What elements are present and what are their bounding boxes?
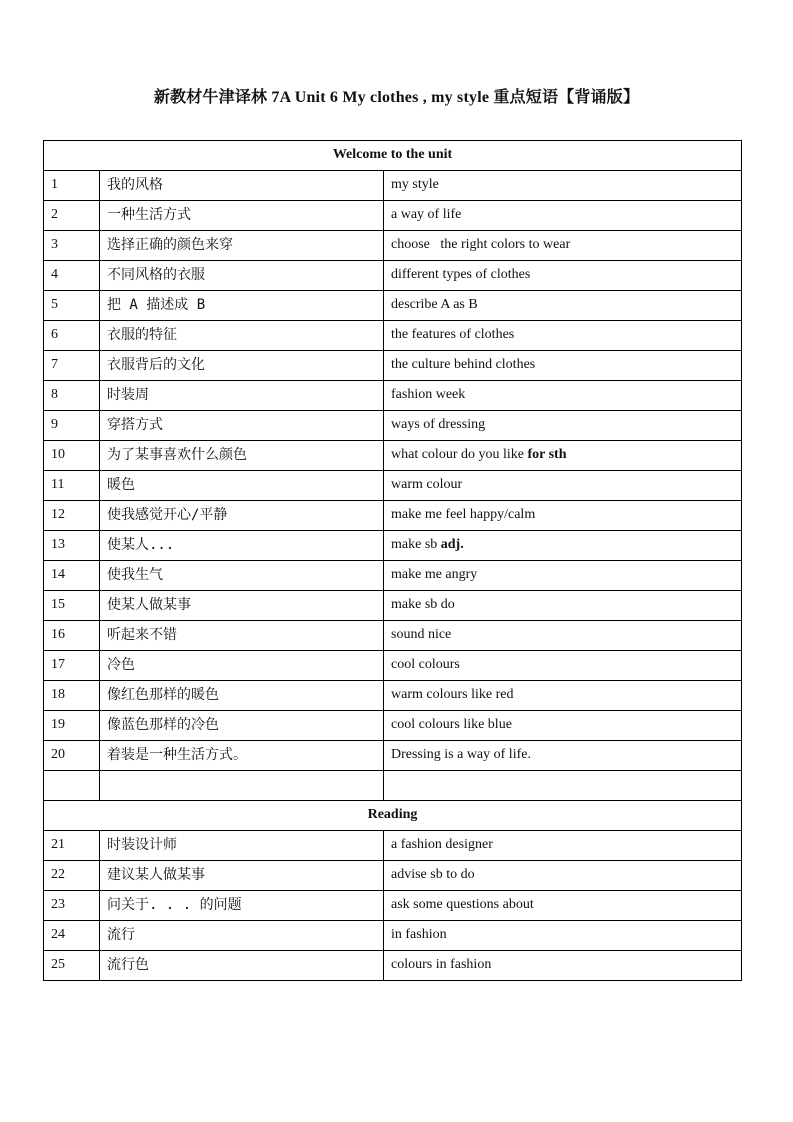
chinese-phrase: 像红色那样的暖色 [100,681,384,711]
table-row [44,741,742,771]
table-row [44,681,742,711]
row-number: 24 [44,921,100,951]
english-phrase-text: Dressing is a way of life. [391,747,531,762]
chinese-phrase: 把 A 描述成 B [100,291,384,321]
chinese-phrase: 听起来不错 [100,621,384,651]
table-row [44,261,742,291]
english-phrase-text: make sb [391,537,441,552]
english-phrase-text: choose the right colors to wear [391,237,571,252]
row-number [44,771,100,801]
chinese-phrase: 像蓝色那样的冷色 [100,711,384,741]
english-phrase-text: make sb do [391,597,455,612]
chinese-phrase: 流行 [100,921,384,951]
row-number: 3 [44,231,100,261]
table-row [44,651,742,681]
row-number: 11 [44,471,100,501]
table-row [44,951,742,981]
document-title: 新教材牛津译林 7A Unit 6 My clothes , my style 重点短语【背诵版】 [153,89,640,106]
section-heading: Welcome to the unit [44,141,742,171]
english-phrase-text: a fashion designer [391,837,493,852]
section-header-row [44,801,742,831]
english-phrase [384,321,742,351]
english-phrase [384,531,742,561]
table-row [44,921,742,951]
english-phrase [384,201,742,231]
english-phrase [384,711,742,741]
table-row [44,441,742,471]
row-number: 17 [44,651,100,681]
english-phrase-text: what colour do you like [391,447,528,462]
table-row [44,201,742,231]
table-row [44,381,742,411]
chinese-phrase: 一种生活方式 [100,201,384,231]
english-phrase-text: ways of dressing [391,417,486,432]
row-number: 14 [44,561,100,591]
chinese-phrase: 不同风格的衣服 [100,261,384,291]
english-phrase [384,501,742,531]
english-phrase-emphasis: adj. [440,537,464,552]
chinese-phrase: 衣服背后的文化 [100,351,384,381]
phrase-table [43,140,742,981]
english-phrase-text: warm colours like red [391,687,514,702]
english-phrase-emphasis: for sth [527,447,567,462]
chinese-phrase: 使某人做某事 [100,591,384,621]
table-row [44,501,742,531]
table-row [44,321,742,351]
table-row [44,711,742,741]
chinese-phrase: 问关于. . . 的问题 [100,891,384,921]
chinese-phrase: 暖色 [100,471,384,501]
english-phrase-text: the culture behind clothes [391,357,536,372]
english-phrase-text: make me angry [391,567,478,582]
english-phrase [384,771,742,801]
table-row [44,771,742,801]
english-phrase-text: cool colours like blue [391,717,512,732]
english-phrase [384,921,742,951]
english-phrase [384,291,742,321]
table-row [44,171,742,201]
row-number: 4 [44,261,100,291]
table-row [44,591,742,621]
chinese-phrase: 建议某人做某事 [100,861,384,891]
english-phrase [384,741,742,771]
table-row [44,831,742,861]
english-phrase-text: warm colour [391,477,463,492]
chinese-phrase: 流行色 [100,951,384,981]
english-phrase [384,831,742,861]
english-phrase-text: sound nice [391,627,452,642]
english-phrase-text: my style [391,177,439,192]
english-phrase-text: a way of life [391,207,462,222]
chinese-phrase: 冷色 [100,651,384,681]
english-phrase [384,621,742,651]
table-row [44,891,742,921]
row-number: 21 [44,831,100,861]
english-phrase [384,381,742,411]
english-phrase [384,411,742,441]
row-number: 9 [44,411,100,441]
row-number: 12 [44,501,100,531]
row-number: 15 [44,591,100,621]
english-phrase [384,591,742,621]
table-row [44,231,742,261]
english-phrase-text: colours in fashion [391,957,492,972]
chinese-phrase: 时装周 [100,381,384,411]
row-number: 22 [44,861,100,891]
english-phrase-text: the features of clothes [391,327,515,342]
table-row [44,351,742,381]
row-number: 25 [44,951,100,981]
table-row [44,291,742,321]
row-number: 6 [44,321,100,351]
english-phrase [384,891,742,921]
row-number: 23 [44,891,100,921]
english-phrase-text: describe A as B [391,297,478,312]
english-phrase [384,171,742,201]
english-phrase [384,351,742,381]
english-phrase [384,231,742,261]
chinese-phrase: 时装设计师 [100,831,384,861]
chinese-phrase: 使我生气 [100,561,384,591]
row-number: 2 [44,201,100,231]
chinese-phrase: 衣服的特征 [100,321,384,351]
chinese-phrase: 使我感觉开心/平静 [100,501,384,531]
row-number: 5 [44,291,100,321]
english-phrase-text: different types of clothes [391,267,531,282]
english-phrase [384,651,742,681]
table-row [44,531,742,561]
row-number: 1 [44,171,100,201]
chinese-phrase: 选择正确的颜色来穿 [100,231,384,261]
section-header-row [44,141,742,171]
chinese-phrase: 穿搭方式 [100,411,384,441]
chinese-phrase [100,771,384,801]
chinese-phrase: 为了某事喜欢什么颜色 [100,441,384,471]
english-phrase [384,861,742,891]
row-number: 19 [44,711,100,741]
english-phrase [384,681,742,711]
table-row [44,561,742,591]
english-phrase [384,951,742,981]
row-number: 20 [44,741,100,771]
section-heading: Reading [44,801,742,831]
row-number: 18 [44,681,100,711]
english-phrase-text: fashion week [391,387,466,402]
english-phrase-text: advise sb to do [391,867,475,882]
table-row [44,471,742,501]
english-phrase [384,441,742,471]
phrase-table-body [44,141,742,981]
english-phrase-text: make me feel happy/calm [391,507,536,522]
chinese-phrase: 使某人... [100,531,384,561]
table-row [44,621,742,651]
english-phrase-text: in fashion [391,927,447,942]
table-row [44,861,742,891]
row-number: 10 [44,441,100,471]
chinese-phrase: 着装是一种生活方式。 [100,741,384,771]
english-phrase [384,561,742,591]
row-number: 16 [44,621,100,651]
row-number: 7 [44,351,100,381]
english-phrase [384,261,742,291]
row-number: 13 [44,531,100,561]
chinese-phrase: 我的风格 [100,171,384,201]
english-phrase [384,471,742,501]
english-phrase-text: ask some questions about [391,897,534,912]
table-row [44,411,742,441]
row-number: 8 [44,381,100,411]
english-phrase-text: cool colours [391,657,460,672]
